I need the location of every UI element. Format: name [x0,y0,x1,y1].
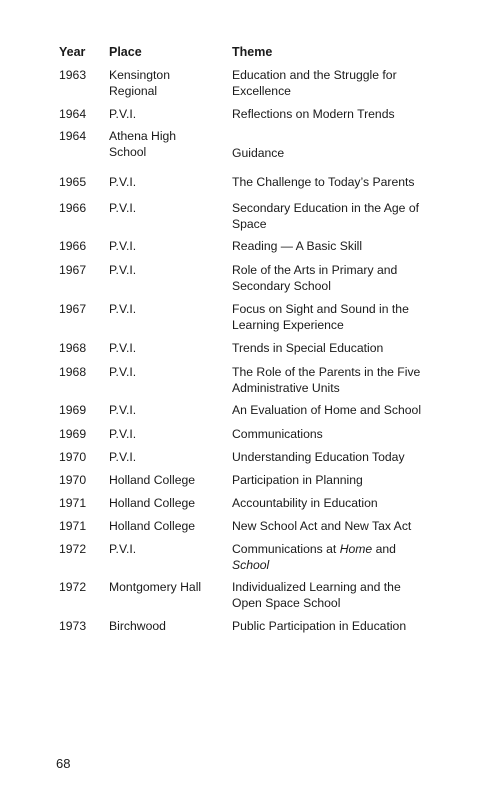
row-place: Birchwood [109,619,166,633]
row-theme: Reading — A Basic Skill [232,239,363,253]
row-place: P.V.I. [109,302,137,316]
row-place: Kensington [109,68,170,82]
row-place: P.V.I. [109,239,137,253]
row-theme: Secondary Education in the Age of [232,201,420,215]
row-theme: Secondary School [232,279,331,293]
row-theme: Communications [232,427,323,441]
row-year: 1966 [59,201,87,215]
row-theme: The Challenge to Today’s Parents [232,175,415,189]
row-theme: New School Act and New Tax Act [232,519,412,533]
header-place: Place [109,45,142,59]
row-year: 1968 [59,341,87,355]
row-theme: Reflections on Modern Trends [232,107,395,121]
row-theme: Participation in Planning [232,473,363,487]
row-place: Montgomery Hall [109,580,202,594]
row-place: P.V.I. [109,107,137,121]
row-theme: Excellence [232,84,291,98]
row-place: Athena High [109,129,177,143]
row-place: P.V.I. [109,365,137,379]
row-year: 1971 [59,496,87,510]
row-year: 1963 [59,68,87,82]
row-place: P.V.I. [109,542,137,556]
row-year: 1967 [59,302,87,316]
row-theme: Communications at Home and [232,542,396,556]
row-year: 1972 [59,580,87,594]
row-theme: Space [232,217,267,231]
row-place: Holland College [109,473,196,487]
row-year: 1970 [59,473,87,487]
row-year: 1969 [59,427,87,441]
page-number: 68 [56,756,71,771]
row-theme: The Role of the Parents in the Five [232,365,421,379]
row-theme: Trends in Special Education [232,341,384,355]
row-place: P.V.I. [109,427,137,441]
row-theme: Public Participation in Education [232,619,407,633]
row-theme: Accountability in Education [232,496,378,510]
row-place: Holland College [109,519,196,533]
row-place: P.V.I. [109,201,137,215]
row-year: 1970 [59,450,87,464]
header-theme: Theme [232,45,273,59]
row-place: Holland College [109,496,196,510]
row-place: P.V.I. [109,450,137,464]
row-theme: Understanding Education Today [232,450,405,464]
header-year: Year [59,45,86,59]
row-year: 1965 [59,175,87,189]
row-year: 1966 [59,239,87,253]
row-theme: Education and the Struggle for [232,68,397,82]
row-year: 1973 [59,619,87,633]
row-year: 1971 [59,519,87,533]
row-theme: Focus on Sight and Sound in the [232,302,409,316]
row-theme: An Evaluation of Home and School [232,403,422,417]
row-year: 1964 [59,129,87,143]
row-year: 1967 [59,263,87,277]
row-theme: Role of the Arts in Primary and [232,263,398,277]
row-theme: Guidance [232,146,285,160]
row-theme: Learning Experience [232,318,344,332]
row-place: P.V.I. [109,341,137,355]
row-year: 1964 [59,107,87,121]
row-place: P.V.I. [109,175,137,189]
row-year: 1968 [59,365,87,379]
row-year: 1969 [59,403,87,417]
row-theme: Individualized Learning and the [232,580,401,594]
row-place: Regional [109,84,158,98]
row-place: P.V.I. [109,263,137,277]
row-theme: Administrative Units [232,381,340,395]
row-theme: Open Space School [232,596,341,610]
row-place: School [109,145,147,159]
row-year: 1972 [59,542,87,556]
row-theme: School [232,558,270,572]
row-place: P.V.I. [109,403,137,417]
